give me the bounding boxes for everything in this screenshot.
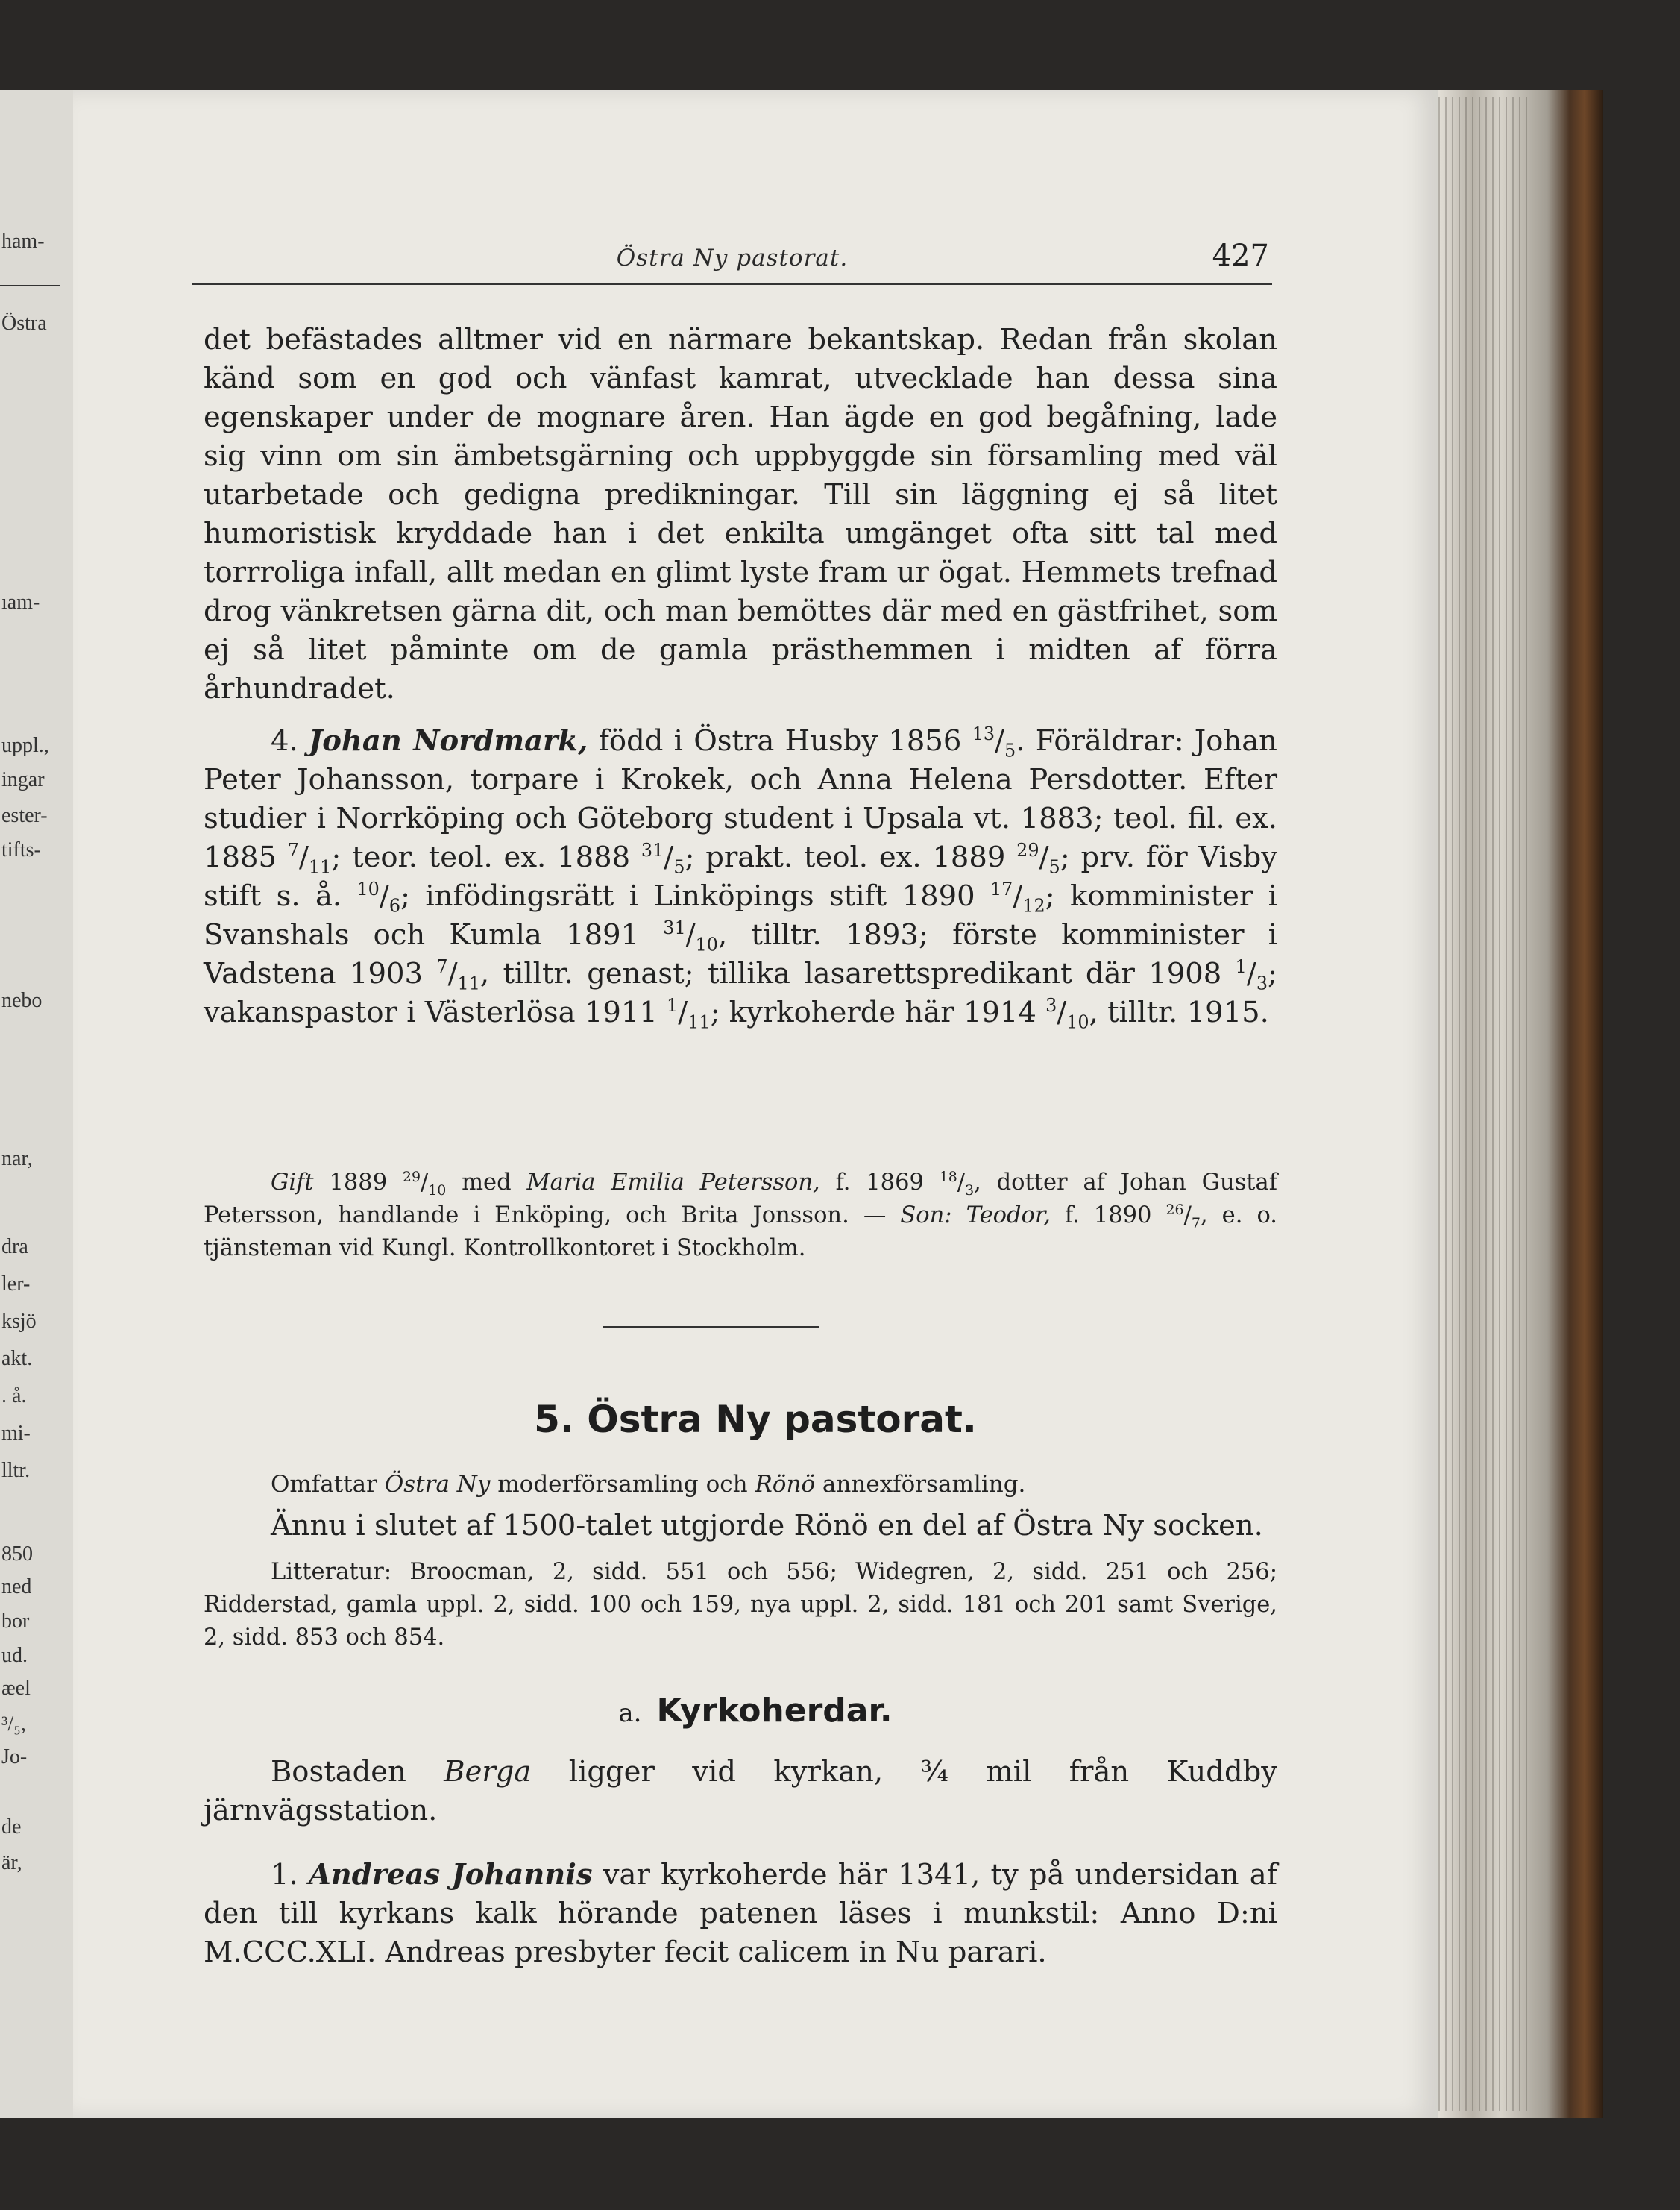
previous-page-fragment: ester-	[1, 804, 48, 827]
section-coverage	[204, 1468, 1277, 1501]
entry-andreas-johannis	[204, 1856, 1277, 1972]
entry-name: Andreas Johannis	[308, 1858, 593, 1892]
previous-page-fragment: æel	[1, 1677, 31, 1700]
previous-page-fragment: Jo-	[1, 1745, 28, 1768]
date-month: 12	[1022, 895, 1045, 917]
date-day: 18	[939, 1168, 957, 1185]
residence-place: Berga	[444, 1755, 532, 1789]
entry-text: född i Östra Husby 1856	[588, 724, 972, 758]
date-month: 5	[673, 856, 685, 878]
running-title: Östra Ny pastorat.	[616, 245, 849, 271]
date-month: 3	[965, 1182, 975, 1199]
marriage-paragraph: Gift 1889 $^{29}/_{10}$ med Maria Emilia Petersson, f. 1869 $^{18}/_3$, dotter af Johan Gustaf Petersson, handlande i Enköping, och Brita Jonsson. — Son: Teodor, f. 1890 $^{26}/_7$, e. o. tjänsteman vid Kungl. Kontrollkontoret i Stockholm.	[204, 1168, 1277, 1261]
date-month: 11	[457, 973, 480, 994]
date-month: 10	[428, 1182, 447, 1199]
residence-text-part: mil från Kuddby järnvägsstation.	[204, 1755, 1277, 1827]
previous-page-rule	[0, 285, 60, 286]
page-block-edges	[1432, 97, 1529, 2111]
previous-page-fragment: uppl.,	[1, 734, 49, 757]
entry-text: ; teor. teol. ex. 1888	[331, 841, 641, 874]
previous-page-fragment: ler-	[1, 1272, 31, 1296]
date-day: 29	[402, 1168, 421, 1185]
entry-text: . Föräldrar: Johan Peter Johansson, torpare i Krokek, och Anna Helena Persdotter. Efter studier i Norrköping och Göteborg student i Upsala vt. 1883; teol. fil. ex. 1885	[204, 724, 1277, 874]
entry-paragraph	[204, 1856, 1277, 1972]
previous-page-fragment: ıam-	[1, 591, 40, 614]
previous-page-fragment: . å.	[1, 1384, 27, 1407]
date-day: 26	[1165, 1201, 1184, 1218]
previous-page-fragment: de	[1, 1815, 22, 1839]
date-day: 1	[667, 995, 679, 1017]
date-day: 17	[990, 879, 1013, 900]
residence-text-part: Bostaden	[271, 1755, 444, 1789]
previous-page-fragment: lltr.	[1, 1459, 31, 1482]
history-paragraph: Ännu i slutet af 1500-talet utgjorde Rönö en del af Östra Ny socken.	[271, 1509, 1263, 1542]
residence-paragraph	[204, 1753, 1277, 1830]
previous-page-edge	[0, 90, 76, 2118]
book-page	[73, 90, 1438, 2118]
date-month: 10	[1066, 1011, 1089, 1033]
previous-page-fragment: bor	[1, 1610, 30, 1633]
residence-text-part: ligger vid kyrkan,	[531, 1755, 921, 1789]
page-number: 427	[1212, 239, 1269, 273]
entry-text: ; prakt. teol. ex. 1889	[685, 841, 1017, 874]
previous-page-fragment: nebo	[1, 989, 43, 1012]
entry-text: , tilltr. 1893; förste komminister i Vadstena 1903	[204, 918, 1278, 991]
literature-note	[204, 1556, 1277, 1654]
date-month: 11	[308, 856, 332, 878]
son-name: Son: Teodor,	[900, 1202, 1051, 1228]
section-history	[204, 1507, 1277, 1545]
entry-text: ; kyrkoherde här 1914	[710, 996, 1046, 1029]
previous-page-fragment: nar,	[1, 1147, 33, 1170]
note-text: , e. o. tjänsteman vid Kungl. Kontrollkontoret i Stockholm.	[204, 1202, 1277, 1261]
note-text: f. 1869	[819, 1170, 940, 1196]
date-day: 10	[356, 879, 380, 900]
previous-page-fragment: mi-	[1, 1422, 31, 1445]
entry-number: 1.	[271, 1858, 298, 1892]
parish-name: Östra Ny	[384, 1471, 491, 1498]
date-day: 31	[641, 840, 664, 861]
entry-text: var kyrkoherde här 1341, ty på undersidan af den till kyrkans kalk hörande patenen läses i munkstil: Anno D:ni M.CCC.XLI. Andreas presbyter fecit calicem in Nu parari.	[204, 1858, 1277, 1969]
coverage-text: Omfattar	[271, 1471, 385, 1498]
previous-page-fragment: ingar	[1, 768, 45, 791]
previous-page-fragment: akt.	[1, 1347, 33, 1370]
continuation-paragraph: det befästades alltmer vid en närmare bekantskap. Redan från skolan känd som en god och vänfast kamrat, utvecklade han dessa sina egenskaper under de mognare åren. Han ägde en god begåfning, lade sig vinn om sin ämbetsgärning och uppbyggde sin församling med väl utarbetade och gedigna predikningar. Till sin läggning ej så litet humoristisk kryddade han i det enkilta umgänget ofta sitt tal med torrroliga infall, allt medan en glimt lyste fram ur ögat. Hemmets trefnad drog vänkretsen gärna dit, och man bemöttes där med en gästfrihet, som ej så litet påminte om de gamla prästhemmen i midten af förra århundradet.	[204, 323, 1277, 706]
date-month: 7	[1191, 1215, 1201, 1232]
coverage-text: moderförsamling och	[490, 1471, 755, 1498]
entry-text: ; komminister i Svanshals och Kumla 1891	[204, 879, 1277, 952]
note-text: med	[446, 1170, 527, 1196]
date-month: 3	[1256, 973, 1268, 994]
date-day: 3	[1045, 995, 1057, 1017]
previous-page-fragment: dra	[1, 1235, 28, 1258]
previous-page-fragment: är,	[1, 1851, 22, 1874]
entry-paragraph: 4. Johan Nordmark, född i Östra Husby 1856 $^{13}/_5$. Föräldrar: Johan Peter Johansson, torpare i Krokek, och Anna Helena Persdotter. Efter studier i Norrköping och Göteborg student i Upsala vt. 1883; teol. fil. ex. 1885 $^7/_{11}$; teor. teol. ex. 1888 $^{31}/_5$; prakt. teol. ex. 1889 $^{29}/_5$; prv. för Visby stift s. å. $^{10}/_6$; infödingsrätt i Linköpings stift 1890 $^{17}/_{12}$; komminister i Svanshals och Kumla 1891 $^{31}/_{10}$, tilltr. 1893; förste komminister i Vadstena 1903 $^7/_{11}$, tilltr. genast; tillika lasarettspredikant där 1908 $^1/_3$; vakanspastor i Västerlösa 1911 $^1/_{11}$; kyrkoherde här 1914 $^3/_{10}$, tilltr. 1915.	[204, 723, 1278, 1033]
marriage-label: Gift	[271, 1170, 314, 1196]
parish-name: Rönö	[755, 1471, 816, 1498]
note-text: f. 1890	[1050, 1202, 1166, 1228]
coverage-text: annexförsamling.	[815, 1471, 1026, 1498]
previous-page-fragment: ³/₅,	[1, 1713, 26, 1736]
running-header	[192, 239, 1272, 285]
previous-page-fragment: Östra	[1, 312, 47, 335]
entry-number: 4.	[271, 724, 298, 758]
entry-text: ; infödingsrätt i Linköpings stift 1890	[400, 879, 990, 913]
residence-text	[204, 1753, 1277, 1830]
previous-page-fragment: 850	[1, 1542, 33, 1566]
distance-fraction: ¾	[920, 1755, 948, 1789]
biography-continuation	[204, 321, 1277, 709]
subsection-heading	[73, 1692, 1438, 1730]
section-heading: 5. Östra Ny pastorat.	[534, 1398, 977, 1441]
date-day: 7	[287, 840, 299, 861]
date-day: 7	[436, 956, 448, 978]
entry-johan-nordmark	[204, 722, 1277, 1032]
date-day: 1	[1235, 956, 1247, 978]
date-month: 6	[388, 895, 401, 917]
wife-name: Maria Emilia Petersson,	[526, 1170, 820, 1196]
note-text: 1889	[313, 1170, 403, 1196]
entry-name: Johan Nordmark,	[309, 724, 588, 758]
subsection-label: a.	[618, 1698, 642, 1728]
date-month: 11	[688, 1011, 711, 1033]
section-divider	[603, 1326, 819, 1328]
date-month: 5	[1048, 856, 1060, 878]
literature-paragraph: Litteratur: Broocman, 2, sidd. 551 och 556; Widegren, 2, sidd. 251 och 256; Ridderstad, gamla uppl. 2, sidd. 100 och 159, nya uppl. 2, sidd. 181 och 201 samt Sverige, 2, sidd. 853 och 854.	[204, 1559, 1277, 1651]
date-month: 5	[1004, 740, 1016, 762]
previous-page-fragment: ned	[1, 1575, 32, 1598]
subsection-title: Kyrkoherdar.	[656, 1692, 893, 1730]
note-text: , dotter af Johan Gustaf Petersson, handlande i Enköping, och Brita Jonsson. —	[204, 1170, 1277, 1228]
entry-text: , tilltr. 1915.	[1089, 996, 1269, 1029]
entry-text: , tilltr. genast; tillika lasarettspredikant där 1908	[479, 957, 1236, 991]
date-day: 29	[1016, 840, 1039, 861]
previous-page-fragment: ud.	[1, 1644, 28, 1667]
marriage-note	[204, 1167, 1277, 1265]
entry-text: ; vakanspastor i Västerlösa 1911	[204, 957, 1278, 1029]
date-month: 10	[695, 934, 718, 955]
entry-text: ; prv. för Visby stift s. å.	[204, 841, 1277, 913]
coverage-line	[204, 1468, 1277, 1501]
previous-page-fragment: tifts-	[1, 838, 41, 861]
date-day: 31	[663, 917, 686, 939]
previous-page-fragment: ksjö	[1, 1310, 37, 1333]
previous-page-fragment: ham-	[1, 230, 45, 253]
date-day: 13	[972, 723, 995, 745]
